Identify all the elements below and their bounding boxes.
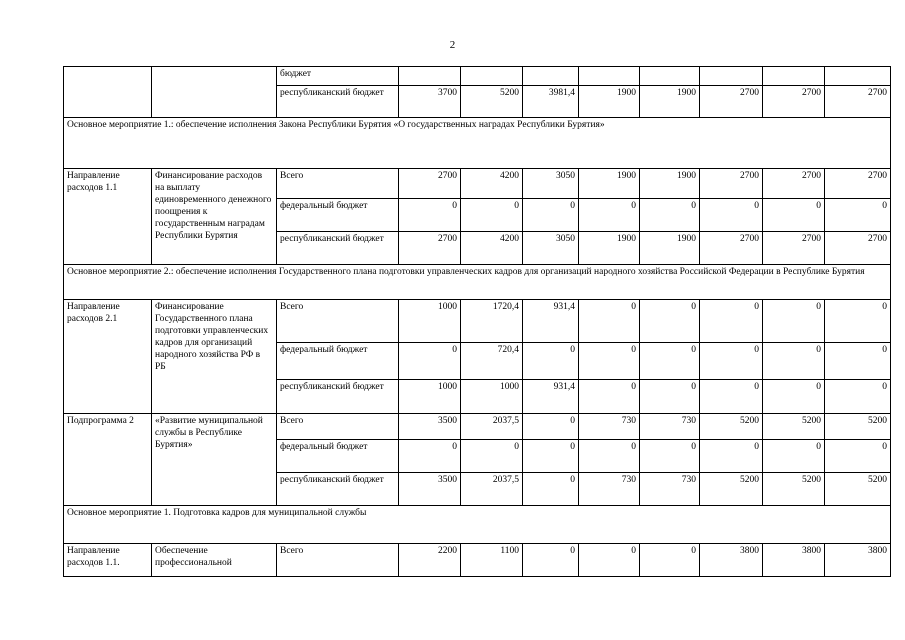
value-cell: 3800: [763, 544, 825, 577]
page-number: 2: [449, 39, 456, 51]
value-cell: [763, 67, 825, 86]
value-cell: 0: [640, 544, 700, 577]
value-cell: 3981,4: [523, 86, 579, 118]
value-cell: 0: [579, 544, 640, 577]
value-cell: 0: [700, 199, 763, 232]
value-cell: 3050: [523, 232, 579, 265]
value-cell: 0: [825, 440, 891, 473]
value-cell: 2037,5: [461, 414, 523, 440]
value-cell: 0: [825, 300, 891, 343]
section-title: Основное мероприятие 1.: обеспечение исполнения Закона Республики Бурятия «О государственных наградах Республики Бурятия»: [64, 118, 891, 169]
value-cell: 3700: [399, 86, 461, 118]
value-cell: 0: [825, 380, 891, 414]
section-title: Основное мероприятие 1. Подготовка кадров для муниципальной службы: [64, 506, 891, 544]
value-cell: 0: [700, 440, 763, 473]
value-cell: [461, 67, 523, 86]
value-cell: 5200: [700, 473, 763, 506]
value-cell: 931,4: [523, 300, 579, 343]
value-cell: 5200: [700, 414, 763, 440]
value-cell: 2700: [763, 169, 825, 199]
direction-cell: Подпрограмма 2: [64, 414, 152, 506]
source-cell: Всего: [277, 414, 399, 440]
description-cell: Финансирование расходов на выплату единовременного денежного поощрения к государственным наградам Республики Бурятия: [152, 169, 277, 265]
source-cell: федеральный бюджет: [277, 199, 399, 232]
value-cell: [825, 67, 891, 86]
budget-table: [63, 66, 891, 577]
section-title: Основное мероприятие 2.: обеспечение исполнения Государственного плана подготовки управленческих кадров для организаций народного хозяйства Российской Федерации в Республике Бурятия: [64, 265, 891, 300]
value-cell: 1900: [579, 86, 640, 118]
source-cell: Всего: [277, 169, 399, 199]
value-cell: 1900: [579, 232, 640, 265]
value-cell: 2200: [399, 544, 461, 577]
value-cell: 0: [523, 414, 579, 440]
value-cell: 0: [399, 343, 461, 380]
value-cell: 5200: [825, 414, 891, 440]
value-cell: 0: [763, 300, 825, 343]
value-cell: 4200: [461, 232, 523, 265]
value-cell: 730: [579, 473, 640, 506]
source-cell: республиканский бюджет: [277, 86, 399, 118]
value-cell: 1000: [461, 380, 523, 414]
table-row: [64, 169, 891, 199]
value-cell: 3500: [399, 414, 461, 440]
value-cell: 0: [700, 300, 763, 343]
section-row: [64, 506, 891, 544]
value-cell: 4200: [461, 169, 523, 199]
value-cell: 0: [825, 343, 891, 380]
value-cell: 5200: [763, 414, 825, 440]
value-cell: 3500: [399, 473, 461, 506]
value-cell: 5200: [461, 86, 523, 118]
value-cell: 0: [399, 440, 461, 473]
value-cell: 3800: [825, 544, 891, 577]
value-cell: 0: [763, 380, 825, 414]
value-cell: 0: [700, 343, 763, 380]
value-cell: 0: [640, 440, 700, 473]
table-row: [64, 300, 891, 343]
value-cell: 2700: [700, 232, 763, 265]
source-cell: бюджет: [277, 67, 399, 86]
value-cell: 1000: [399, 300, 461, 343]
value-cell: 0: [640, 380, 700, 414]
description-cell: «Развитие муниципальной службы в Республике Бурятия»: [152, 414, 277, 506]
value-cell: 2700: [763, 86, 825, 118]
value-cell: 2700: [399, 169, 461, 199]
value-cell: 3050: [523, 169, 579, 199]
value-cell: 0: [640, 343, 700, 380]
value-cell: 0: [579, 440, 640, 473]
value-cell: 730: [640, 473, 700, 506]
value-cell: 1900: [579, 169, 640, 199]
value-cell: 2700: [399, 232, 461, 265]
value-cell: 2700: [825, 232, 891, 265]
section-row: [64, 118, 891, 169]
table-row: [64, 414, 891, 440]
value-cell: 3800: [700, 544, 763, 577]
direction-cell: Направление расходов 1.1.: [64, 544, 152, 577]
value-cell: 720,4: [461, 343, 523, 380]
direction-cell: [64, 67, 152, 118]
value-cell: 5200: [825, 473, 891, 506]
table-row: [64, 544, 891, 577]
value-cell: 0: [461, 199, 523, 232]
value-cell: 2700: [825, 169, 891, 199]
value-cell: 730: [640, 414, 700, 440]
value-cell: [523, 67, 579, 86]
value-cell: [579, 67, 640, 86]
value-cell: [640, 67, 700, 86]
value-cell: 2700: [763, 232, 825, 265]
value-cell: 2700: [700, 169, 763, 199]
value-cell: 0: [399, 199, 461, 232]
value-cell: 0: [700, 380, 763, 414]
value-cell: [399, 67, 461, 86]
value-cell: 1000: [399, 380, 461, 414]
source-cell: республиканский бюджет: [277, 473, 399, 506]
value-cell: 2037,5: [461, 473, 523, 506]
value-cell: 0: [579, 380, 640, 414]
direction-cell: Направление расходов 2.1: [64, 300, 152, 414]
value-cell: 0: [640, 199, 700, 232]
value-cell: 0: [763, 440, 825, 473]
value-cell: 0: [523, 544, 579, 577]
value-cell: [700, 67, 763, 86]
description-cell: Финансирование Государственного плана подготовки управленческих кадров для организаций народного хозяйства РФ в РБ: [152, 300, 277, 414]
value-cell: 0: [523, 473, 579, 506]
value-cell: 0: [763, 199, 825, 232]
value-cell: 1100: [461, 544, 523, 577]
direction-cell: Направление расходов 1.1: [64, 169, 152, 265]
value-cell: 931,4: [523, 380, 579, 414]
value-cell: 2700: [700, 86, 763, 118]
source-cell: федеральный бюджет: [277, 343, 399, 380]
description-cell: [152, 67, 277, 118]
value-cell: 1900: [640, 86, 700, 118]
source-cell: Всего: [277, 544, 399, 577]
source-cell: федеральный бюджет: [277, 440, 399, 473]
value-cell: 0: [825, 199, 891, 232]
value-cell: 0: [523, 343, 579, 380]
description-cell: Обеспечение профессиональной: [152, 544, 277, 577]
table-row: [64, 67, 891, 86]
value-cell: 0: [523, 440, 579, 473]
source-cell: республиканский бюджет: [277, 380, 399, 414]
value-cell: 0: [579, 300, 640, 343]
source-cell: Всего: [277, 300, 399, 343]
source-cell: республиканский бюджет: [277, 232, 399, 265]
value-cell: 0: [461, 440, 523, 473]
value-cell: 730: [579, 414, 640, 440]
value-cell: 0: [579, 343, 640, 380]
value-cell: 2700: [825, 86, 891, 118]
value-cell: 5200: [763, 473, 825, 506]
value-cell: 0: [763, 343, 825, 380]
value-cell: 0: [579, 199, 640, 232]
value-cell: 0: [640, 300, 700, 343]
value-cell: 0: [523, 199, 579, 232]
section-row: [64, 265, 891, 300]
value-cell: 1900: [640, 232, 700, 265]
value-cell: 1720,4: [461, 300, 523, 343]
value-cell: 1900: [640, 169, 700, 199]
